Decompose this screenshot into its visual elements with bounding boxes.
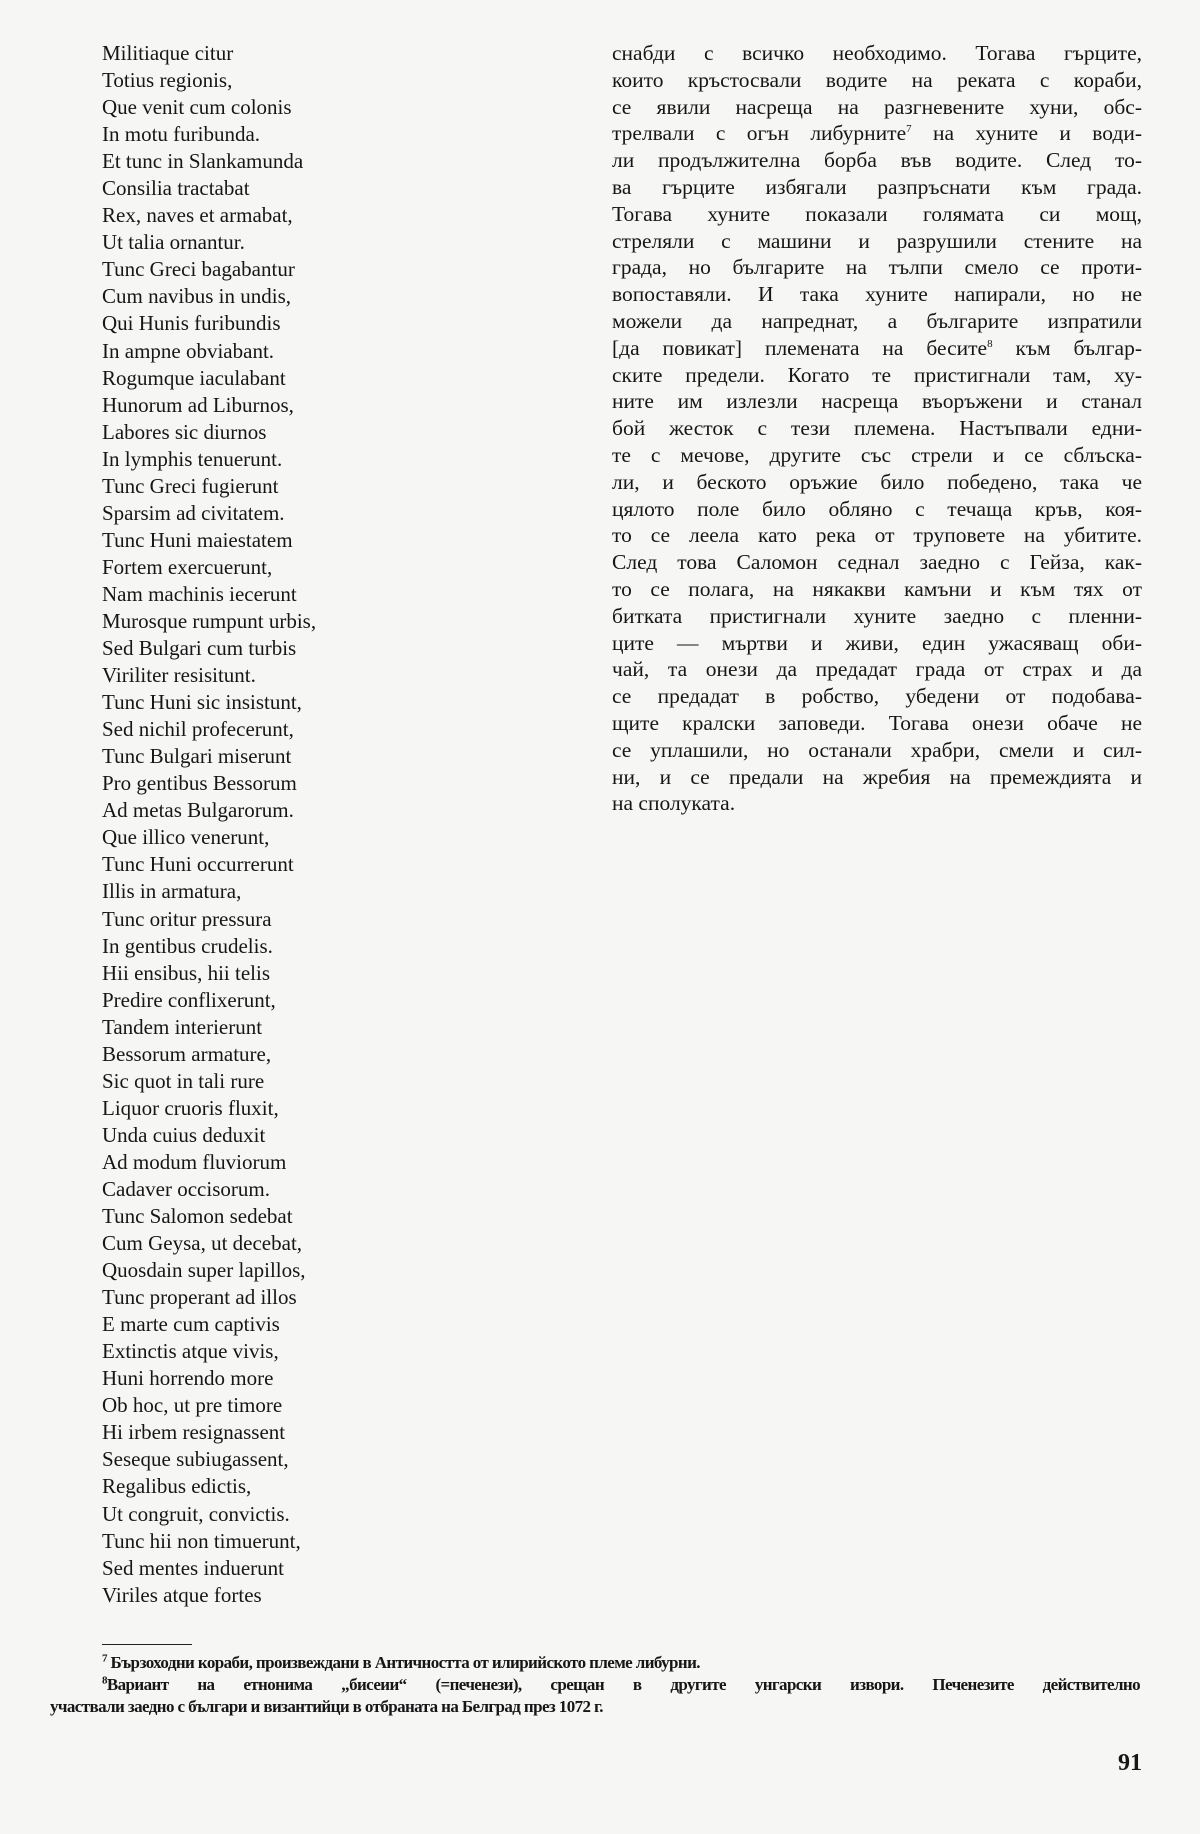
footnote-7 [50, 1652, 1140, 1674]
text-line-content: ни, и се предали на жребия на премеждията и [612, 764, 1142, 789]
verse-line: Liquor cruoris fluxit, [102, 1095, 279, 1120]
text-line [612, 683, 1142, 710]
text-line-rest: към българ- [992, 335, 1142, 360]
verse-line: In lymphis tenuerunt. [102, 446, 283, 471]
verse-line: Viriliter resisitunt. [102, 663, 256, 688]
verse-line: Que venit cum colonis [102, 95, 292, 120]
verse-line: Et tunc in Slankamunda [102, 149, 304, 174]
page-number: 91 [1118, 1750, 1142, 1776]
verse-line: Huni horrendo more [102, 1366, 274, 1391]
footnote-7-mark: 7 [102, 1652, 107, 1665]
text-line [612, 94, 1142, 121]
text-line [612, 201, 1142, 228]
text-line-content: то се полага, на някакви камъни и към тях от [612, 576, 1142, 601]
verse-line: Ut talia ornantur. [102, 230, 245, 255]
footnote-7-text: Бързоходни кораби, произвеждани в Античността от илирийското племе либурни. [106, 1653, 700, 1672]
verse-line: Hunorum ad Liburnos, [102, 392, 294, 417]
verse-line: E marte cum captivis [102, 1312, 280, 1337]
verse-line: Consilia tractabat [102, 176, 250, 201]
text-line [612, 549, 1142, 576]
verse-line: Sic quot in tali rure [102, 1068, 265, 1093]
text-line-content: цялото поле било обляно с течаща кръв, коя- [612, 496, 1142, 521]
text-line-rest: на хуните и води- [911, 121, 1142, 146]
text-line-content: ли, и беското оръжие било победено, така че [612, 469, 1142, 494]
verse-line: In motu furibunda. [102, 122, 261, 147]
text-line-content: те с мечове, другите със стрели и се сблъска- [612, 442, 1142, 467]
text-line [612, 737, 1142, 764]
bulgarian-translation-column [612, 40, 1142, 817]
verse-line: Predire conflixerunt, [102, 987, 276, 1012]
text-line [612, 308, 1142, 335]
text-line-content: бой жесток с тези племена. Настъпвали едни- [612, 416, 1142, 441]
text-line-content: ва гърците избягали разпръснати към града. [612, 174, 1142, 199]
text-line-content: стреляли с машини и разрушили стените на [612, 228, 1142, 253]
verse-line: Tunc Salomon sedebat [102, 1204, 293, 1229]
text-line-content: трелвали с огън либурните [612, 121, 907, 146]
verse-line: Regalibus edictis, [102, 1474, 252, 1499]
verse-line: Bessorum armature, [102, 1041, 272, 1066]
text-line [612, 790, 1142, 817]
footnote-separator [102, 1644, 192, 1645]
verse-line: Sed Bulgari cum turbis [102, 636, 297, 661]
text-line [612, 281, 1142, 308]
text-line [612, 496, 1142, 523]
verse-line: Ad metas Bulgarorum. [102, 798, 294, 823]
footnote-8 [50, 1674, 1140, 1696]
text-line [612, 120, 1142, 147]
verse-line: Ad modum fluviorum [102, 1149, 287, 1174]
text-line-content: След това Саломон седнал заедно с Гейза, как- [612, 550, 1142, 575]
verse-line: Tunc oritur pressura [102, 906, 272, 931]
verse-line: Cum Geysa, ut decebat, [102, 1231, 303, 1256]
text-line-content: ните им излезли насреща въоръжени и станал [612, 389, 1142, 414]
text-line-content: града, но българите на тълпи смело се проти- [612, 255, 1142, 280]
text-line [612, 254, 1142, 281]
verse-line: Sed mentes induerunt [102, 1555, 284, 1580]
text-line-content: се явили насреща на разгневените хуни, обс- [612, 94, 1142, 119]
text-line [612, 228, 1142, 255]
verse-line: Tunc hii non timuerunt, [102, 1528, 301, 1553]
text-line-content: на сполуката. [612, 791, 736, 816]
verse-line: Rex, naves et armabat, [102, 203, 293, 228]
text-line-content: вопоставяли. И така хуните напирали, но не [612, 282, 1142, 307]
verse-line: Sed nichil profecerunt, [102, 717, 294, 742]
verse-line: Sparsim ad civitatem. [102, 500, 285, 525]
verse-line: Cum navibus in undis, [102, 284, 292, 309]
text-line [612, 147, 1142, 174]
text-line-content: Тогава хуните показали голямата си мощ, [612, 201, 1142, 226]
text-line-content: чай, та онези да предадат града от страх и да [612, 657, 1142, 682]
verse-line: Tandem interierunt [102, 1014, 263, 1039]
verse-line: Extinctis atque vivis, [102, 1339, 279, 1364]
verse-line: Tunc Huni maiestatem [102, 527, 293, 552]
verse-line: Murosque rumpunt urbis, [102, 608, 317, 633]
verse-line: Cadaver occisorum. [102, 1176, 270, 1201]
text-line-content: можели да напреднат, а българите изпратили [612, 308, 1142, 333]
text-line-content: които кръстосвали водите на реката с кораби, [612, 67, 1142, 92]
verse-line: Rogumque iaculabant [102, 365, 286, 390]
verse-line: Viriles atque fortes [102, 1582, 262, 1607]
text-line-content: ли продължителна борба във водите. След то- [612, 148, 1142, 173]
text-line-content: се уплашили, но останали храбри, смели и сил- [612, 737, 1142, 762]
text-line-content: щите кралски заповеди. Тогава онези обаче не [612, 710, 1142, 735]
text-line [612, 415, 1142, 442]
verse-line: Seseque subiugassent, [102, 1447, 289, 1472]
text-line [612, 656, 1142, 683]
verse-line: Qui Hunis furibundis [102, 311, 281, 336]
text-line [612, 469, 1142, 496]
verse-line: Totius regionis, [102, 68, 233, 93]
text-line [612, 576, 1142, 603]
text-line-content: снабди с всичко необходимо. Тогава гърците, [612, 41, 1142, 65]
verse-line: Tunc Greci fugierunt [102, 473, 279, 498]
verse-line: Fortem exercuerunt, [102, 554, 273, 579]
footnote-8-text-1: Вариант на етнонима „бисеии“ (=печенези), срещан в другите унгарски извори. Печенезите действително [106, 1675, 1140, 1694]
verse-line: Labores sic diurnos [102, 419, 267, 444]
verse-line: Ob hoc, ut pre timore [102, 1393, 283, 1418]
footnotes [50, 1652, 1140, 1718]
verse-line: Tunc Huni sic insistunt, [102, 690, 302, 715]
text-line [612, 630, 1142, 657]
footnote-8-continued [50, 1696, 1140, 1718]
text-line-content: то се леела като река от труповете на убитите. [612, 523, 1142, 548]
text-line [612, 362, 1142, 389]
text-line-content: ците — мъртви и живи, един ужасяващ оби- [612, 630, 1142, 655]
latin-verse-column [102, 40, 522, 1609]
text-line [612, 710, 1142, 737]
text-line [612, 388, 1142, 415]
text-line [612, 40, 1142, 67]
verse-line: Illis in armatura, [102, 879, 242, 904]
footnote-reference[interactable]: 7 [906, 123, 912, 136]
text-line [612, 174, 1142, 201]
verse-line: Hi irbem resignassent [102, 1420, 286, 1445]
verse-line: Tunc Huni occurrerunt [102, 852, 294, 877]
verse-line: Que illico venerunt, [102, 825, 270, 850]
verse-line: Pro gentibus Bessorum [102, 771, 297, 796]
text-line [612, 522, 1142, 549]
text-line [612, 603, 1142, 630]
verse-line: Ut congruit, convictis. [102, 1501, 290, 1526]
text-line [612, 335, 1142, 362]
verse-line: Militiaque citur [102, 41, 234, 65]
footnote-8-text-2: участвали заедно с българи и византийци в отбраната на Белград през 1072 г. [50, 1697, 603, 1716]
text-line [612, 764, 1142, 791]
verse-line: In gentibus crudelis. [102, 933, 273, 958]
verse-line: Unda cuius deduxit [102, 1122, 266, 1147]
verse-line: Tunc properant ad illos [102, 1285, 297, 1310]
footnote-reference[interactable]: 8 [987, 337, 993, 350]
verse-line: Quosdain super lapillos, [102, 1258, 306, 1283]
verse-line: Tunc Greci bagabantur [102, 257, 295, 282]
text-line [612, 67, 1142, 94]
footnote-8-mark: 8 [102, 1674, 107, 1687]
text-line-content: се предадат в робство, убедени от подобава- [612, 684, 1142, 709]
text-line-content: ските предели. Когато те пристигнали там, ху- [612, 362, 1142, 387]
text-line-content: [да повикат] племената на беситe [612, 335, 988, 360]
text-line-content: битката пристигнали хуните заедно с пленни- [612, 603, 1142, 628]
verse-line: Hii ensibus, hii telis [102, 960, 270, 985]
text-line [612, 442, 1142, 469]
verse-line: Nam machinis iecerunt [102, 581, 297, 606]
verse-line: Tunc Bulgari miserunt [102, 744, 292, 769]
verse-line: In ampne obviabant. [102, 338, 275, 363]
